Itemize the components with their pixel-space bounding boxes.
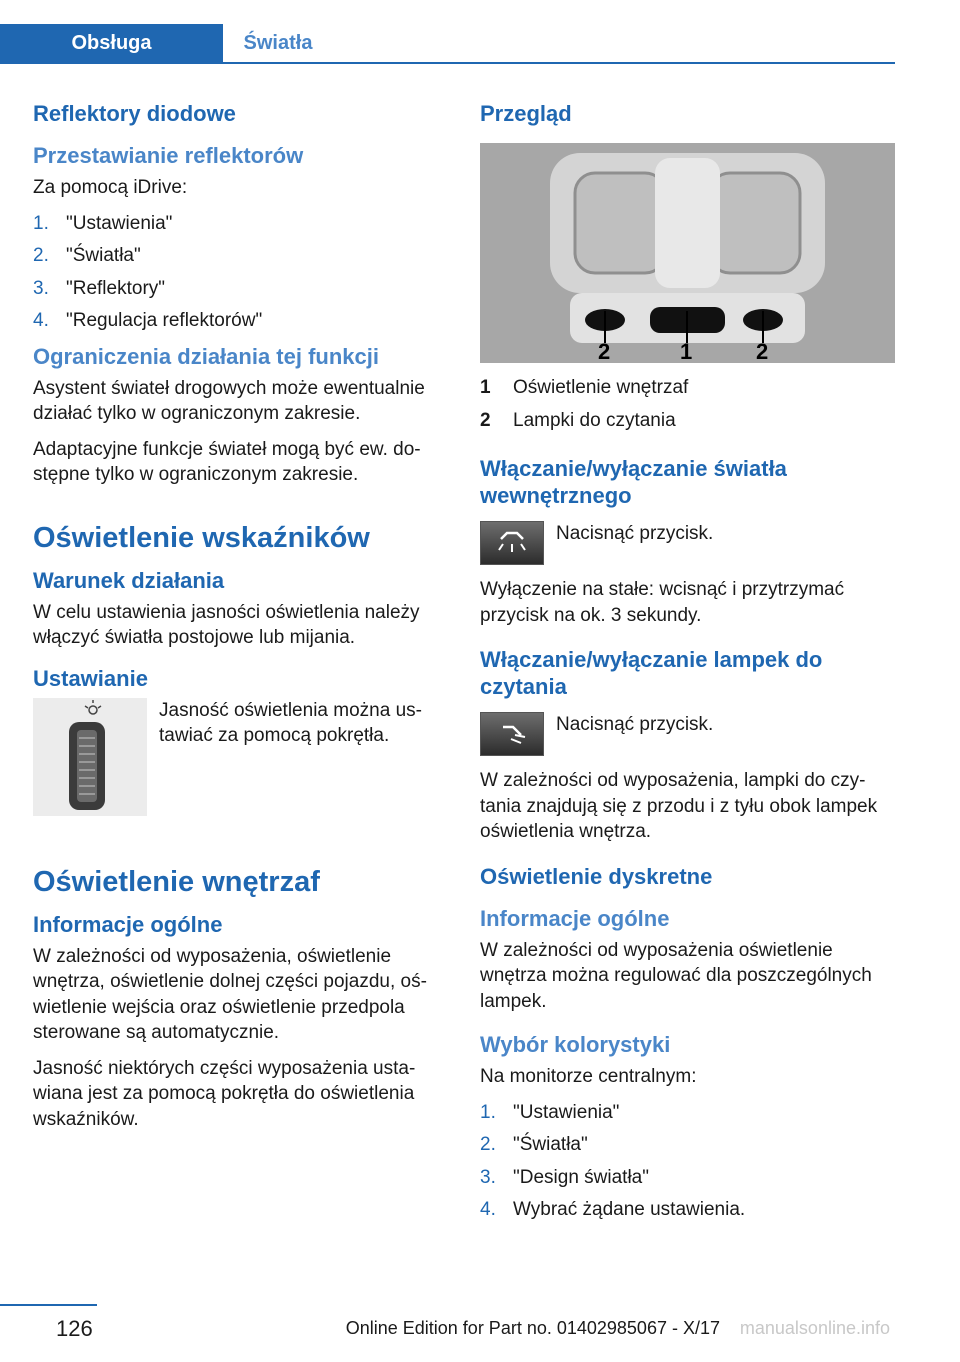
photo-label: 2 [598,339,611,363]
step-text: "Design światła" [513,1166,649,1188]
reading-light-button-icon [480,712,544,756]
subheading-headlight-adjust: Przestawianie reflektorów [33,143,304,168]
tab-swiatla[interactable]: Światła [243,32,313,54]
step-number: 2. [480,1134,496,1155]
tab-obsluga[interactable]: Obsługa [0,24,223,62]
section-title-overview: Przegląd [480,101,572,126]
subheading-limits: Ograniczenia działania tej funkcji [33,343,379,369]
step-text: "Ustawienia" [66,212,173,234]
paragraph: Na monitorze centralnym: [480,1066,697,1087]
section-title-instrument-lighting: Oświetlenie wskaźników [33,521,370,554]
legend-text: Lampki do czytania [513,409,676,431]
list-item [480,1197,896,1223]
section-title-interior-lighting: Oświetlenie wnętrzaf [33,865,320,898]
subheading-condition: Warunek działania [33,567,225,593]
paragraph: Jasność oświetlenia można ustawiać za pomocą pokrętła. [159,699,422,746]
interior-light-button-row [480,521,896,565]
footer-divider [0,1304,97,1306]
image-legend [480,375,896,433]
step-number: 1. [33,212,49,234]
subheading-ambient-info: Informacje ogólne [480,905,670,931]
paragraph: Jasność niektórych części wyposażenia ustawiana jest za pomocą pokrętła do oświetlenia wskaźników. [33,1057,416,1130]
list-item [33,276,451,302]
subheading-ambient: Oświetlenie dyskretne [480,863,713,889]
subheading-setting: Ustawianie [33,665,148,691]
right-column [480,100,896,1233]
dimmer-wheel-image [33,698,147,816]
step-number: 4. [480,1199,496,1220]
step-number: 2. [33,245,49,266]
section-title-led: Reflektory diodowe [33,101,236,126]
left-column [33,100,451,1142]
steps-list-color [480,1100,896,1223]
step-text: "Ustawienia" [513,1101,620,1123]
paragraph: W zależności od wyposażenia oświetlenie wnętrza można regulować dla poszczególnych lampek. [480,939,872,1012]
paragraph: W celu ustawienia jasności oświetlenia należy włączyć światła postojowe lub mijania. [33,601,420,648]
page-number: 126 [56,1316,93,1341]
paragraph: W zależności od wyposażenia, oświetlenie wnętrza, oświetlenie dolnej części pojazdu, oświetlenie wejścia oraz oświetlenie przedpola sterowane są automatycznie. [33,945,427,1043]
step-text: "Światła" [513,1134,588,1155]
paragraph: Za pomocą iDrive: [33,177,188,198]
edition-note: Online Edition for Part no. 01402985067 - X/17 [345,1318,720,1338]
legend-item [480,375,896,401]
paragraph: Nacisnąć przycisk. [556,714,714,735]
list-item [480,1132,896,1158]
dimmer-wheel-icon [33,698,147,816]
paragraph: W zależności od wyposażenia, lampki do czytania znajdują się z przodu i z tyłu obok lampek oświetlenia wnętrza. [480,770,878,842]
list-item [33,308,451,334]
step-number: 3. [33,277,49,299]
step-number: 4. [33,310,49,331]
step-text: "Reflektory" [66,277,166,299]
reading-light-button-row [480,712,896,756]
subheading-reading-lights: Włączanie/wyłączanie lampek do czytania [480,647,823,699]
legend-item [480,408,896,434]
legend-key: 1 [480,377,491,398]
interior-light-button-icon [480,521,544,565]
paragraph: Adaptacyjne funkcje świateł mogą być ew. dostępne tylko w ograniczonym zakresie. [33,438,421,485]
legend-text: Oświetlenie wnętrzaf [513,377,689,398]
paragraph: Wyłączenie na stałe: wcisnąć i przytrzymać przycisk na ok. 3 sekundy. [480,579,845,626]
setting-block [33,698,451,816]
step-text: "Światła" [66,245,141,266]
list-item [33,243,451,269]
step-text: Wybrać żądane ustawienia. [513,1199,746,1220]
header-tabs [0,24,895,64]
list-item [480,1165,896,1191]
step-number: 3. [480,1166,496,1188]
watermark: manualsonline.info [739,1318,890,1338]
subheading-general-info: Informacje ogólne [33,911,223,937]
legend-key: 2 [480,409,491,431]
list-item [480,1100,896,1126]
overhead-console-image [480,143,895,363]
overhead-console-illustration [480,143,895,363]
subheading-interior-light: Włączanie/wyłączanie światła wewnętrznego [480,456,787,508]
paragraph: Asystent świateł drogowych może ewentualnie działać tylko w ograniczonym zakresie. [33,377,425,424]
step-number: 1. [480,1101,496,1123]
step-text: "Regulacja reflektorów" [66,310,263,331]
subheading-color-choice: Wybór kolorystyki [480,1032,671,1057]
photo-label: 2 [756,339,769,363]
steps-list-headlights [33,211,451,334]
paragraph: Nacisnąć przycisk. [556,523,714,544]
list-item [33,211,451,237]
photo-label: 1 [680,339,693,363]
